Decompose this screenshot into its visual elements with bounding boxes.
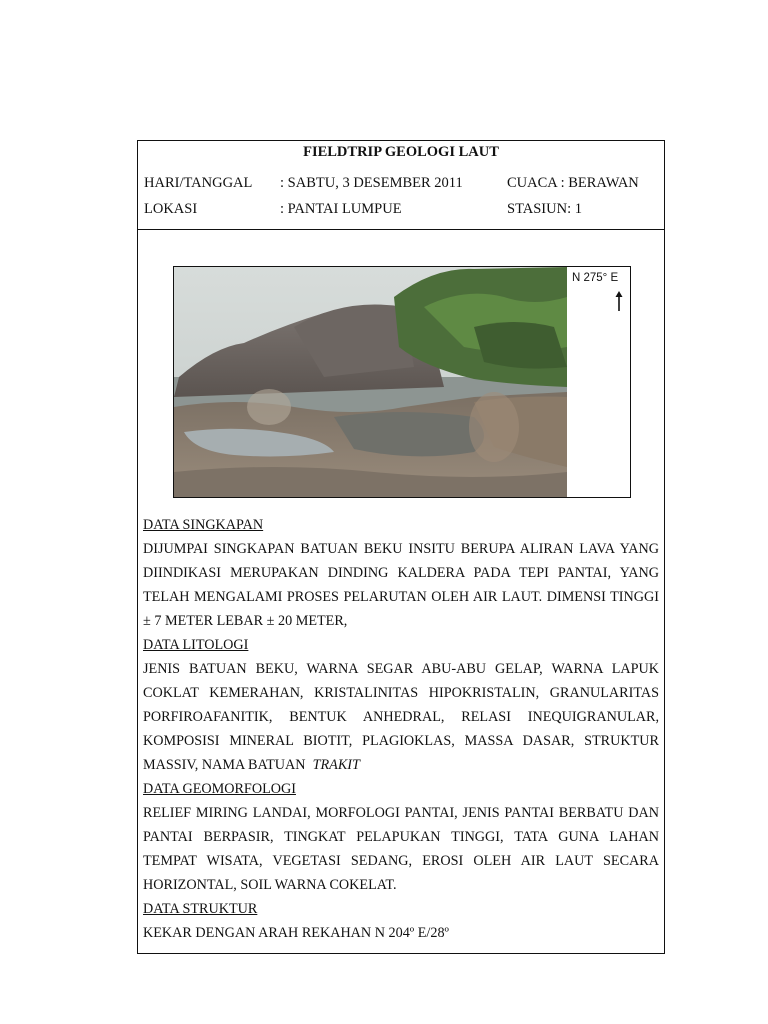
section-text-singkapan: DIJUMPAI SINGKAPAN BATUAN BEKU INSITU BERUPA ALIRAN LAVA YANG DIINDIKASI MERUPAKAN DINDING KALDERA PADA TEPI PANTAI, YANG TELAH MENGALAMI PROSES PELARUTAN OLEH AIR LAUT. DIMENSI TINGGI ± 7 METER LEBAR ± 20 METER, [143, 541, 659, 629]
north-arrow-icon [614, 291, 624, 311]
fieldtrip-sheet [137, 140, 665, 954]
date-label: HARI/TANGGAL [144, 175, 253, 191]
section-text-geomorfologi: RELIEF MIRING LANDAI, MORFOLOGI PANTAI, JENIS PANTAI BERBATU DAN PANTAI BERPASIR, TINGKAT PELAPUKAN TINGGI, TATA GUNA LAHAN TEMPAT WISATA, VEGETASI SEDANG, EROSI OLEH AIR LAUT SECARA HORIZONTAL, SOIL WARNA COKELAT. [143, 805, 659, 893]
sheet-title: FIELDTRIP GEOLOGI LAUT [303, 144, 499, 160]
header-row-location [144, 201, 658, 219]
section-heading-geomorfologi: DATA GEOMORFOLOGI [143, 781, 296, 797]
rock-name: TRAKIT [312, 757, 360, 773]
date-value: : SABTU, 3 DESEMBER 2011 [280, 175, 463, 191]
section-heading-struktur: DATA STRUKTUR [143, 901, 258, 917]
section-heading-litologi: DATA LITOLOGI [143, 637, 249, 653]
header-divider [138, 229, 664, 230]
field-notes [143, 513, 659, 945]
section-heading-singkapan: DATA SINGKAPAN [143, 517, 264, 533]
section-litologi [143, 657, 659, 777]
station-field: STASIUN: 1 [507, 201, 582, 217]
location-label: LOKASI [144, 201, 198, 217]
header-row-date [144, 175, 658, 193]
section-text-struktur: KEKAR DENGAN ARAH REKAHAN N 204º E/28º [143, 925, 449, 941]
location-value: : PANTAI LUMPUE [280, 201, 402, 217]
section-text-litologi: JENIS BATUAN BEKU, WARNA SEGAR ABU-ABU GELAP, WARNA LAPUK COKLAT KEMERAHAN, KRISTALINITAS HIPOKRISTALIN, GRANULARITAS PORFIROAFANITIK, BENTUK ANHEDRAL, RELASI INEQUIGRANULAR, KOMPOSISI MINERAL BIOTIT, PLAGIOKLAS, MASSA DASAR, STRUKTUR MASSIV, NAMA BATUAN [143, 661, 659, 773]
photo-direction: N 275° E [572, 272, 619, 284]
outcrop-photo-frame [173, 266, 631, 498]
outcrop-photo [174, 267, 567, 497]
weather-field: CUACA : BERAWAN [507, 175, 639, 191]
